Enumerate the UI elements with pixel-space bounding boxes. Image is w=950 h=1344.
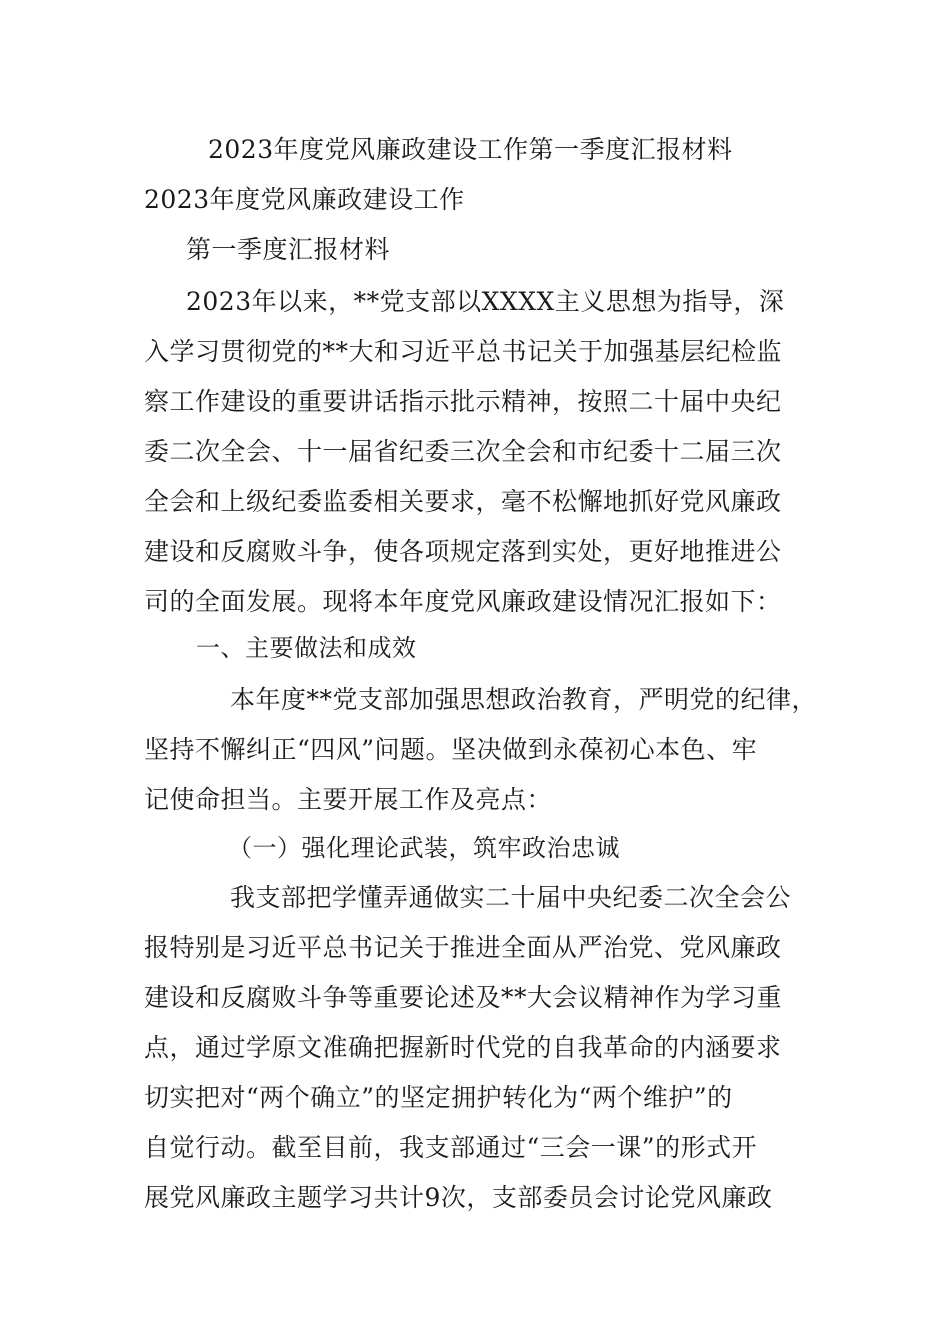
paragraph-line: 展党风廉政主题学习共计9次，支部委员会讨论党风廉政 — [144, 1183, 773, 1212]
document-subtitle-line-1: 2023年度党风廉政建设工作 — [144, 185, 465, 214]
subsection-heading: （一）强化理论武装，筑牢政治忠诚 — [228, 834, 620, 862]
paragraph-line: 建设和反腐败斗争等重要论述及**大会议精神作为学习重 — [144, 983, 783, 1012]
paragraph-line: 2023年以来，**党支部以XXXX主义思想为指导，深 — [186, 287, 785, 316]
section-heading: 一、主要做法和成效 — [196, 634, 417, 662]
paragraph-line: 自觉行动。截至目前，我支部通过“三会一课”的形式开 — [144, 1133, 758, 1162]
paragraph-line: 全会和上级纪委监委相关要求，毫不松懈地抓好党风廉政 — [144, 487, 782, 516]
paragraph-line: 司的全面发展。现将本年度党风廉政建设情况汇报如下： — [144, 587, 782, 616]
paragraph-line: 坚持不懈纠正“四风”问题。坚决做到永葆初心本色、牢 — [144, 735, 758, 764]
paragraph-line: 我支部把学懂弄通做实二十届中央纪委二次全会公 — [230, 883, 792, 912]
paragraph-line: 本年度**党支部加强思想政治教育，严明党的纪律， — [230, 685, 818, 714]
document-title: 2023年度党风廉政建设工作第一季度汇报材料 — [208, 135, 733, 164]
paragraph-line: 入学习贯彻党的**大和习近平总书记关于加强基层纪检监 — [144, 337, 783, 366]
paragraph-line: 切实把对“两个确立”的坚定拥护转化为“两个维护”的 — [144, 1083, 733, 1112]
paragraph-line: 报特别是习近平总书记关于推进全面从严治党、党风廉政 — [144, 933, 782, 962]
paragraph-line: 建设和反腐败斗争，使各项规定落到实处，更好地推进公 — [144, 537, 782, 566]
paragraph-line: 点，通过学原文准确把握新时代党的自我革命的内涵要求 — [144, 1033, 782, 1062]
paragraph-line: 察工作建设的重要讲话指示批示精神，按照二十届中央纪 — [144, 387, 782, 416]
paragraph-line: 委二次全会、十一届省纪委三次全会和市纪委十二届三次 — [144, 437, 782, 466]
document-subtitle-line-2: 第一季度汇报材料 — [186, 235, 391, 264]
paragraph-line: 记使命担当。主要开展工作及亮点： — [144, 785, 553, 814]
